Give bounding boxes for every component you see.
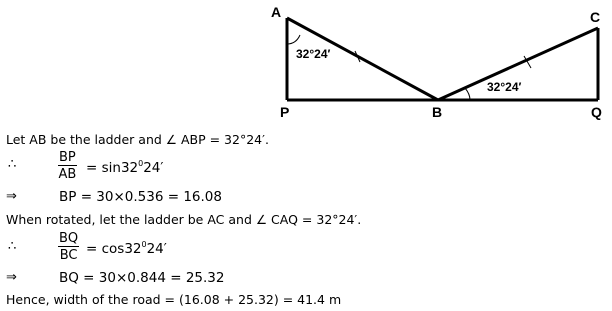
equation-bq: BQ = 30×0.844 = 25.32 xyxy=(59,270,225,286)
angle-label-right: 32°24′ xyxy=(487,80,522,94)
label-q: Q xyxy=(591,104,602,120)
equation-sin-tail: 24′ xyxy=(143,160,164,176)
label-c: C xyxy=(590,9,601,25)
statement-line-1: Let AB be the ladder and ∠ ABP = 32°24′. xyxy=(6,132,269,147)
label-a: A xyxy=(271,4,282,20)
equation-bp: BP = 30×0.536 = 16.08 xyxy=(59,189,222,205)
implies-symbol: ⇒ xyxy=(6,270,17,285)
implies-symbol: ⇒ xyxy=(6,189,17,204)
ladder-diagram xyxy=(0,0,612,130)
label-b: B xyxy=(432,104,443,120)
angle-arc-b xyxy=(465,88,470,100)
equation-cos-tail: 24′ xyxy=(146,241,167,257)
therefore-symbol: ∴ xyxy=(8,157,17,172)
equation-cos-text: = cos32 xyxy=(86,241,142,257)
fraction-denominator: AB xyxy=(58,167,77,182)
fraction-denominator: BC xyxy=(59,248,78,263)
statement-line-2: When rotated, let the ladder be AC and ∠ CAQ = 32°24′. xyxy=(6,212,362,227)
conclusion-line: Hence, width of the road = (16.08 + 25.32) = 41.4 m xyxy=(6,292,342,307)
angle-arc-a xyxy=(287,35,300,44)
fraction-numerator: BQ xyxy=(59,231,79,246)
equation-cos xyxy=(86,240,167,257)
degree-sup: 0 xyxy=(141,240,147,249)
fraction-bp-ab xyxy=(58,150,77,182)
fraction-numerator: BP xyxy=(59,150,76,165)
therefore-symbol: ∴ xyxy=(8,239,17,254)
equation-sin xyxy=(86,159,163,176)
degree-sup: 0 xyxy=(138,159,144,168)
fraction-bq-bc xyxy=(58,231,79,263)
label-p: P xyxy=(280,104,290,120)
equation-sin-text: = sin32 xyxy=(86,160,139,176)
angle-label-left: 32°24′ xyxy=(296,47,331,61)
